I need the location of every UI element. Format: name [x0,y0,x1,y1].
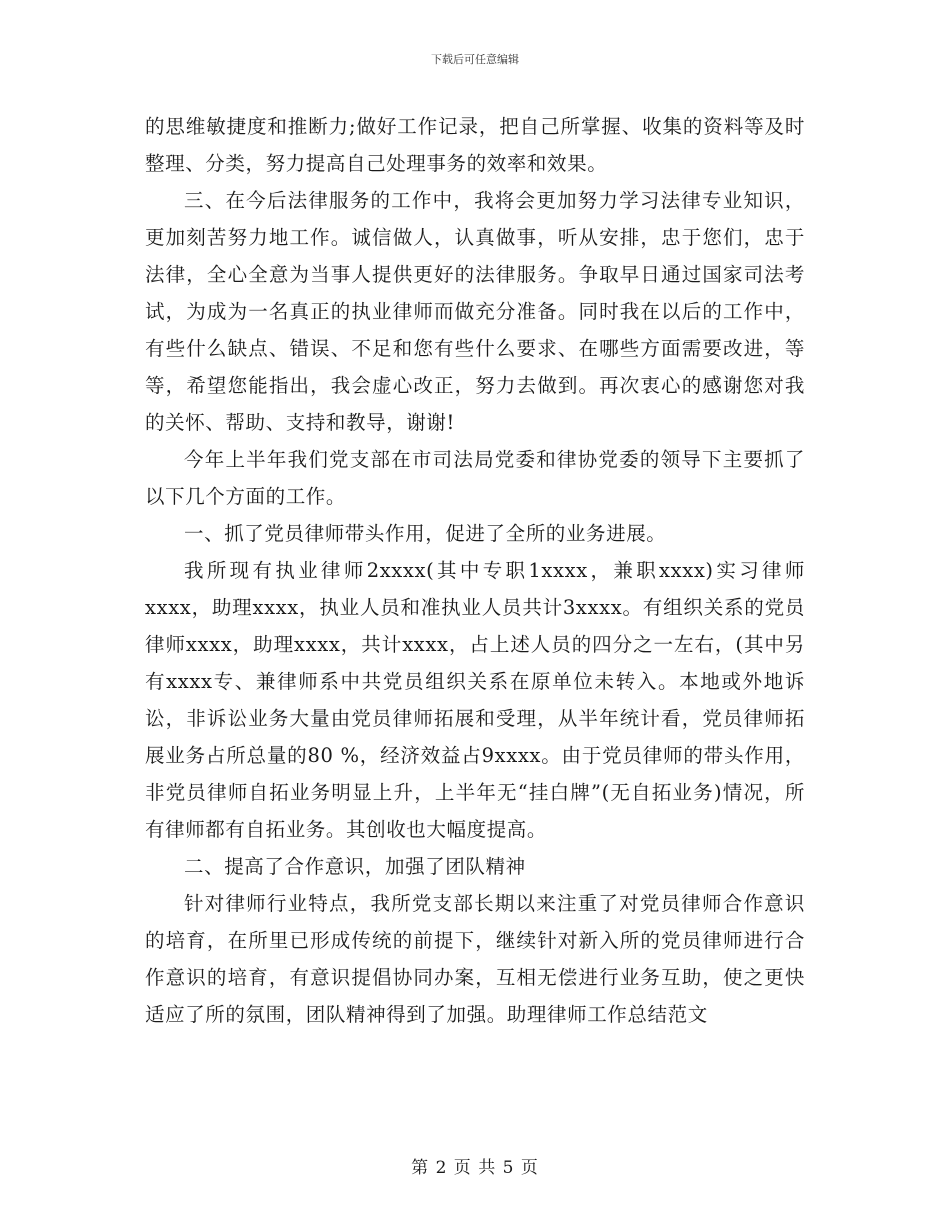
page-number-footer: 第 2 页 共 5 页 [411,1158,539,1178]
paragraph-4: 我所现有执业律师2xxxx(其中专职1xxxx，兼职xxxx)实习律师xxxx，助理xxxx，执业人员和准执业人员共计3xxxx。有组织关系的党员律师xxxx，助理xxxx，共计xxxx，占上述人员的四分之一左右，(其中另有xxxx专、兼律师系中共党员组织关系在原单位未转入。本地或外地诉讼，非诉讼业务大量由党员律师拓展和受理，从半年统计看，党员律师拓展业务占所总量的80 %，经济效益占9xxxx。由于党员律师的带头作用，非党员律师自拓业务明显上升，上半年无“挂白牌”(无自拓业务)情况，所有律师都有自拓业务。其创收也大幅度提高。 [145,559,805,841]
document-body [145,108,805,1033]
paragraph-3: 今年上半年我们党支部在市司法局党委和律协党委的领导下主要抓了以下几个方面的工作。 [145,448,805,508]
section-heading-1: 一、抓了党员律师带头作用，促进了全所的业务进展。 [184,522,667,545]
section-heading-2: 二、提高了合作意识，加强了团队精神 [184,855,526,878]
paragraph-5: 针对律师行业特点，我所党支部长期以来注重了对党员律师合作意识的培育，在所里已形成传统的前提下，继续针对新入所的党员律师进行合作意识的培育，有意识提倡协同办案，互相无偿进行业务互助，使之更快适应了所的氛围，团队精神得到了加强。助理律师工作总结范文 [145,892,805,1026]
page-header: 下载后可任意编辑 [431,53,519,66]
paragraph-1: 的思维敏捷度和推断力;做好工作记录，把自己所掌握、收集的资料等及时整理、分类，努力提高自己处理事务的效率和效果。 [145,115,805,175]
paragraph-2: 三、在今后法律服务的工作中，我将会更加努力学习法律专业知识，更加刻苦努力地工作。诚信做人，认真做事，听从安排，忠于您们，忠于法律，全心全意为当事人提供更好的法律服务。争取早日通过国家司法考试，为成为一名真正的执业律师而做充分准备。同时我在以后的工作中，有些什么缺点、错误、不足和您有些什么要求、在哪些方面需要改进，等等，希望您能指出，我会虚心改正，努力去做到。再次衷心的感谢您对我的关怀、帮助、支持和教导，谢谢! [145,189,805,434]
